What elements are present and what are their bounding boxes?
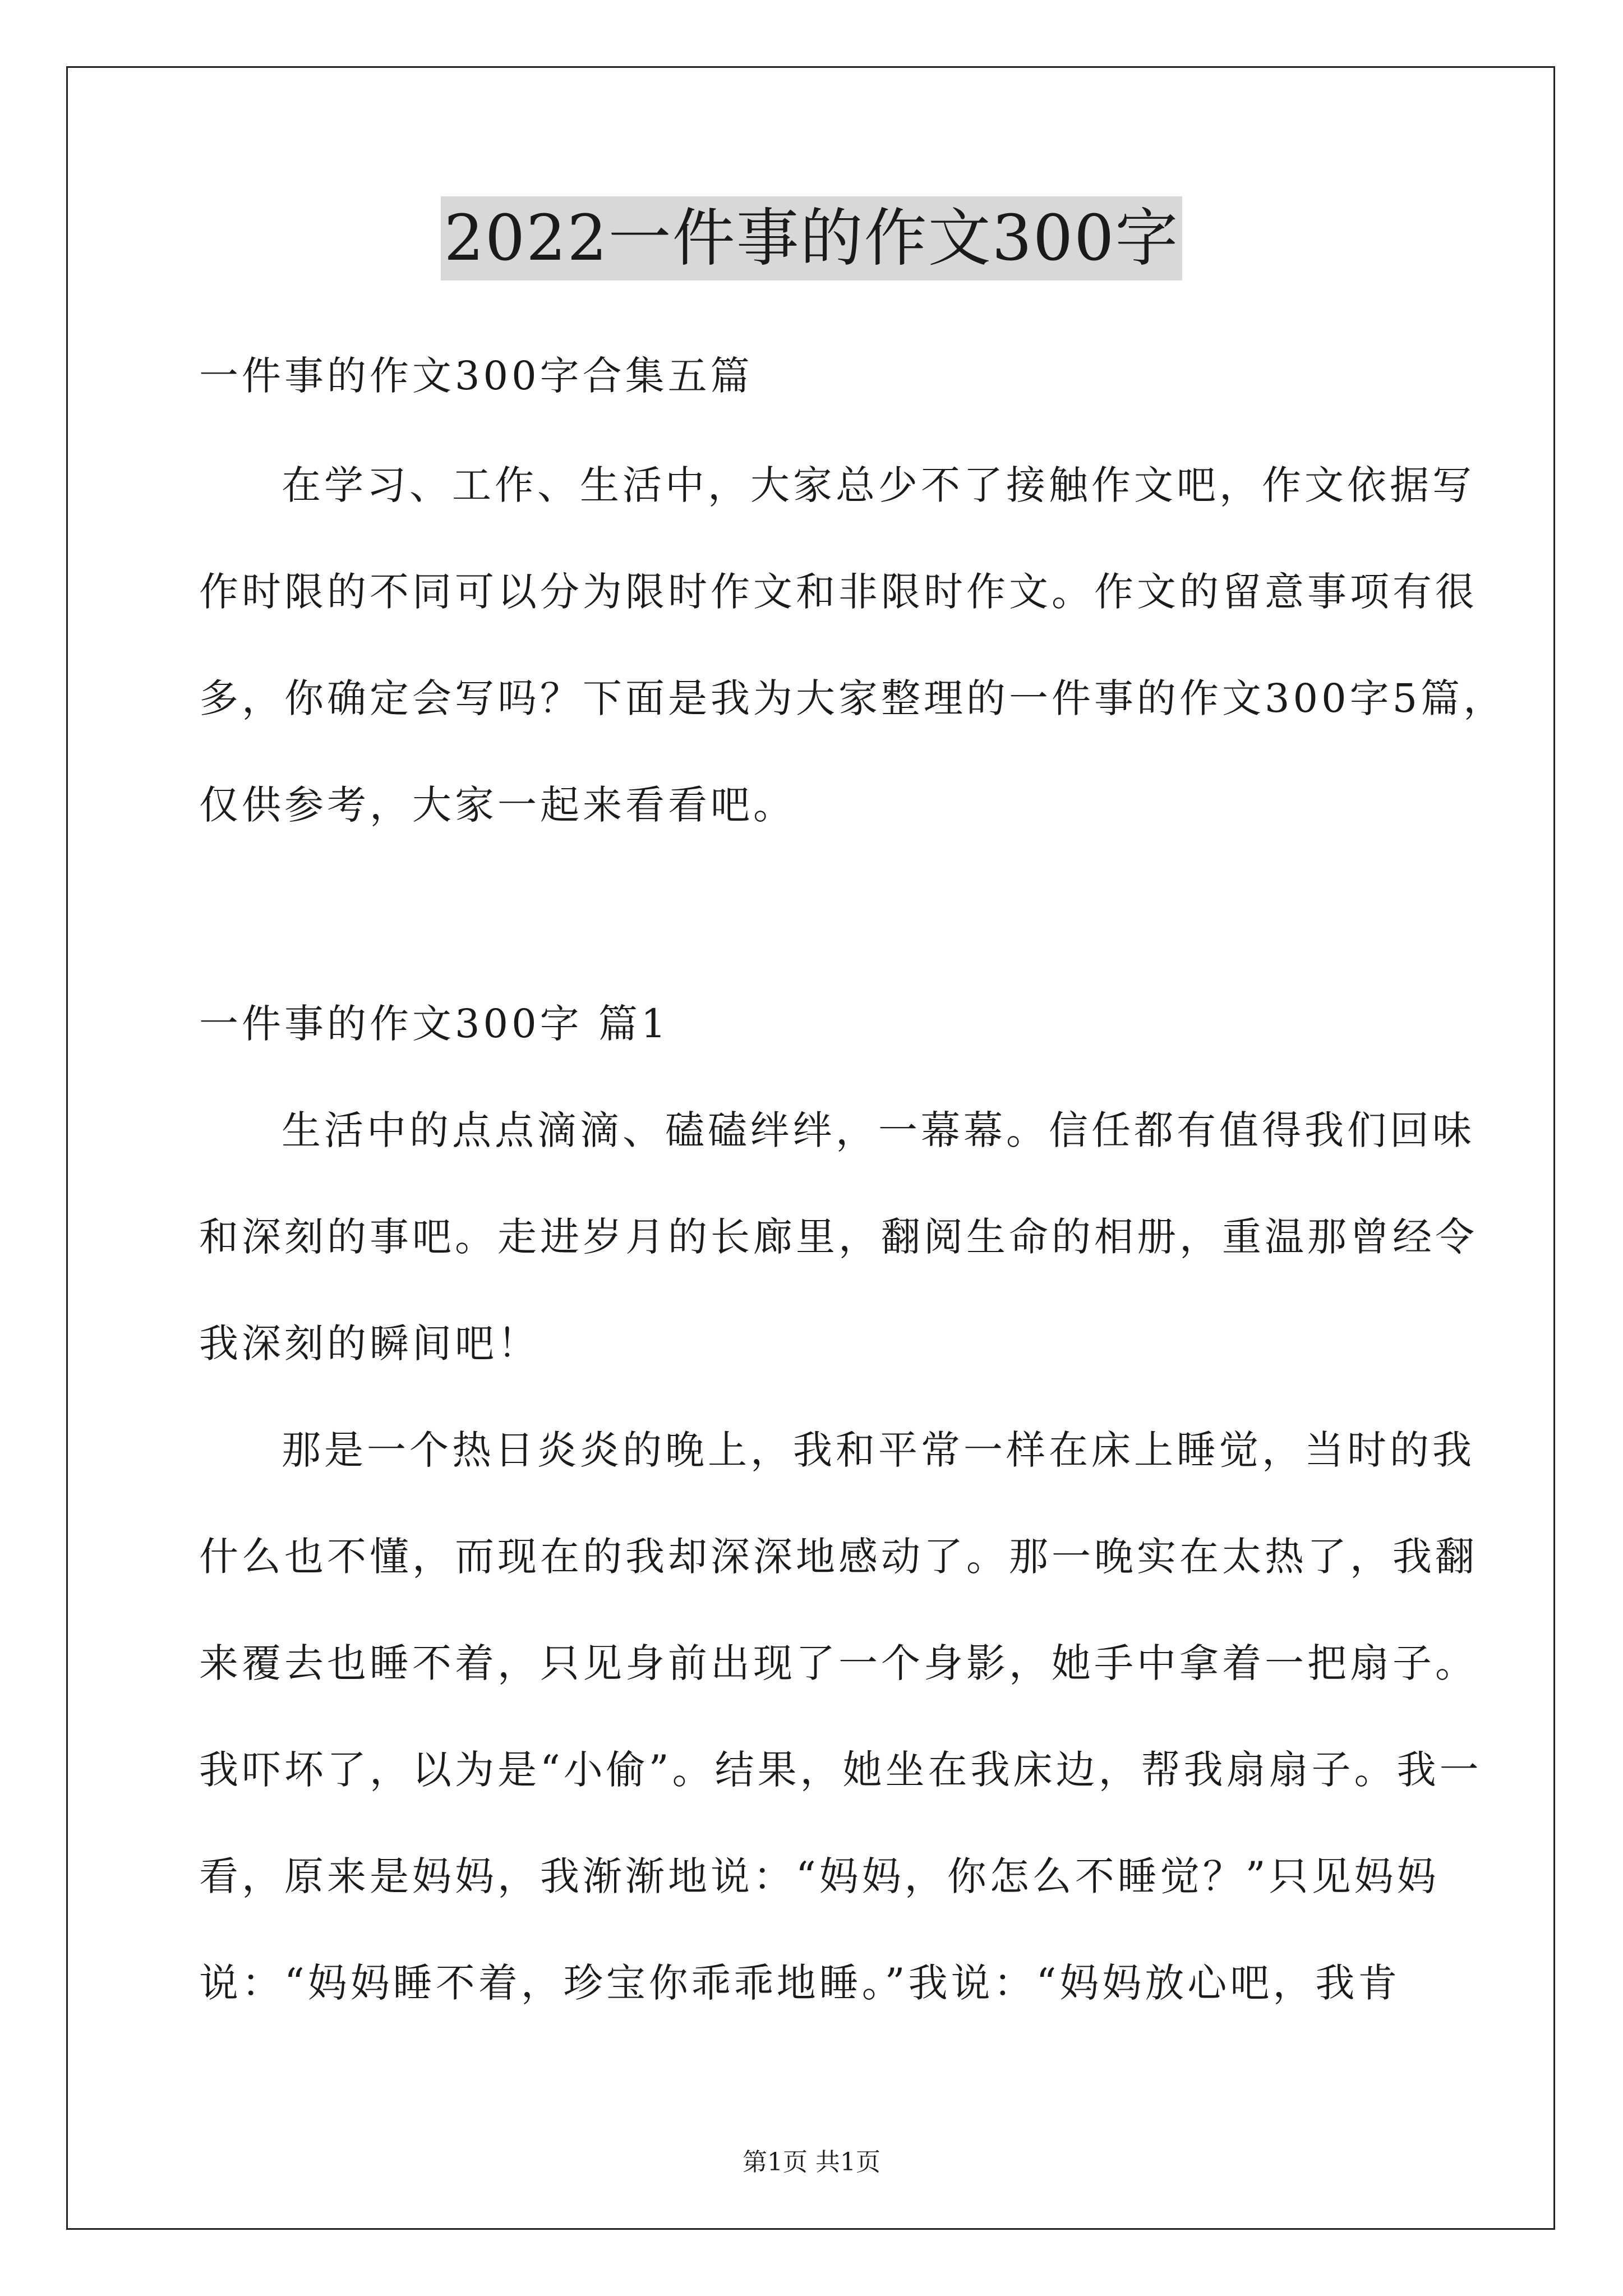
page-footer: 第1页 共1页 [743, 2148, 880, 2177]
paragraph-line: 和深刻的事吧。走进岁月的长廊里，翻阅生命的相册，重温那曾经令 [199, 1214, 1478, 1260]
paragraph-line: 那是一个热日炎炎的晚上，我和平常一样在床上睡觉，当时的我 [282, 1427, 1475, 1473]
section-heading: 一件事的作文300字 篇1 [199, 1001, 670, 1047]
intro-line: 在学习、工作、生活中，大家总少不了接触作文吧，作文依据写 [282, 462, 1475, 508]
subtitle: 一件事的作文300字合集五篇 [199, 353, 753, 399]
paragraph-line: 什么也不懂，而现在的我却深深地感动了。那一晚实在太热了，我翻 [199, 1534, 1478, 1580]
title-container [0, 196, 1623, 280]
paragraph-line: 来覆去也睡不着，只见身前出现了一个身影，她手中拿着一把扇子。 [199, 1640, 1478, 1686]
intro-line: 仅供参考，大家一起来看看吧。 [199, 782, 796, 828]
paragraph-line: 看，原来是妈妈，我渐渐地说：“妈妈，你怎么不睡觉？”只见妈妈 [199, 1853, 1440, 1899]
paragraph-line: 说：“妈妈睡不着，珍宝你乖乖地睡。”我说：“妈妈放心吧，我肯 [199, 1960, 1401, 2006]
intro-line: 作时限的不同可以分为限时作文和非限时作文。作文的留意事项有很 [199, 569, 1478, 615]
paragraph-line: 我吓坏了，以为是“小偷”。结果，她坐在我床边，帮我扇扇子。我一 [199, 1747, 1482, 1793]
paragraph-line: 我深刻的瞬间吧！ [199, 1320, 540, 1366]
paragraph-line: 生活中的点点滴滴、磕磕绊绊，一幕幕。信任都有值得我们回味 [282, 1107, 1475, 1153]
intro-line: 多，你确定会写吗？下面是我为大家整理的一件事的作文300字5篇， [199, 675, 1506, 721]
document-title: 2022一件事的作文300字 [441, 196, 1183, 280]
